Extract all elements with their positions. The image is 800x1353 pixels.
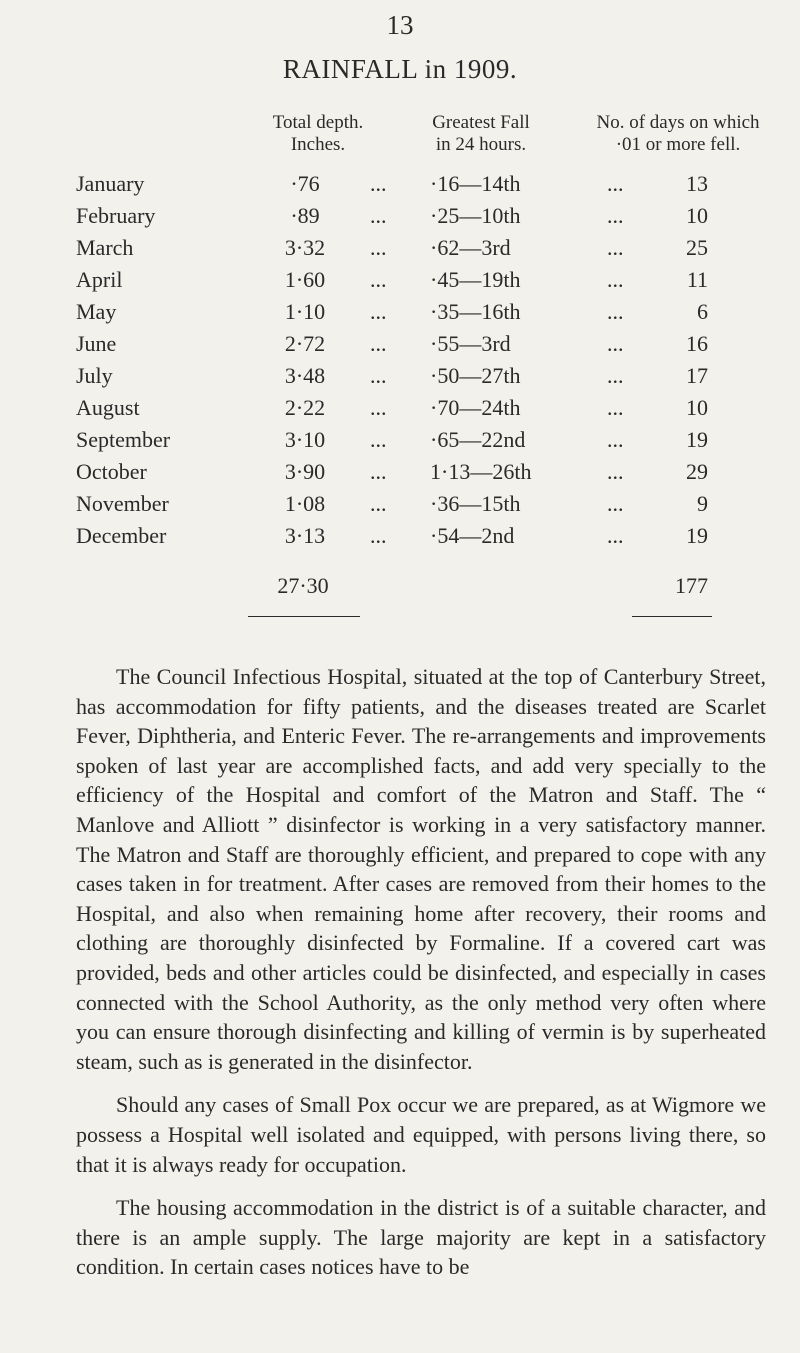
rainfall-table	[0, 171, 800, 555]
table-row	[0, 331, 800, 363]
total-days: 177	[675, 573, 708, 598]
depth-cell: 3·13	[284, 523, 326, 548]
greatest-fall-cell: ·35—16th	[430, 299, 521, 324]
days-cell: 25	[686, 235, 708, 260]
page-title: RAINFALL in 1909.	[282, 54, 518, 84]
leader-dots: ...	[607, 331, 624, 356]
month-cell: August	[76, 395, 140, 420]
leader-dots: ...	[370, 395, 387, 420]
leader-dots: ...	[370, 363, 387, 388]
page-number: 13	[386, 10, 414, 40]
month-cell: November	[76, 491, 169, 516]
leader-dots: ...	[607, 363, 624, 388]
leader-dots: ...	[607, 267, 624, 292]
month-cell: June	[76, 331, 117, 356]
table-row	[0, 299, 800, 331]
greatest-fall-cell: ·16—14th	[430, 171, 521, 196]
leader-dots: ...	[607, 395, 624, 420]
table-row	[0, 459, 800, 491]
month-cell: July	[76, 363, 113, 388]
table-row	[0, 523, 800, 555]
leader-dots: ...	[607, 299, 624, 324]
table-row	[0, 427, 800, 459]
leader-dots: ...	[607, 523, 624, 548]
leader-dots: ...	[370, 203, 387, 228]
days-cell: 29	[686, 459, 708, 484]
leader-dots: ...	[370, 171, 387, 196]
month-cell: September	[76, 427, 171, 452]
leader-dots: ...	[607, 203, 624, 228]
month-cell: April	[76, 267, 123, 292]
leader-dots: ...	[607, 459, 624, 484]
leader-dots: ...	[370, 331, 387, 356]
days-cell: 16	[686, 331, 708, 356]
greatest-fall-cell: ·55—3rd	[430, 331, 511, 356]
leader-dots: ...	[370, 459, 387, 484]
month-cell: March	[76, 235, 134, 260]
month-cell: February	[76, 203, 156, 228]
total-depth: 27·30	[277, 573, 329, 598]
depth-cell: 3·90	[284, 459, 326, 484]
greatest-fall-cell: ·62—3rd	[430, 235, 511, 260]
depth-cell: 1·10	[284, 299, 326, 324]
days-cell: 10	[686, 203, 708, 228]
paragraph: The Council Infectious Hospital, situated at the top of Canterbury Street, has accommodation for fifty patients, and the diseases treated are Scarlet Fever, Diphtheria, and Enteric Fever. The re-arrangements and improvements spoken of last year are accomplished facts, and add very specially to the efficiency of the Hospital and comfort of the Matron and Staff. The “ Manlove and Alliott ” disinfector is working in a very satisfactory manner. The Matron and Staff are thoroughly efficient, and prepared to cope with any cases taken in for treatment. After cases are removed from their homes to the Hospital, and also when remaining home after recovery, their rooms and clothing are thoroughly disinfected by Formaline. If a covered cart was provided, beds and other articles could be disinfected, and especially in cases connected with the School Authority, as the only method very often where you can ensure thorough disinfecting and killing of vermin is by superheated steam, such as is generated in the disinfector.	[76, 664, 766, 1074]
greatest-fall-cell: ·70—24th	[430, 395, 521, 420]
leader-dots: ...	[370, 235, 387, 260]
days-cell: 13	[686, 171, 708, 196]
depth-cell: 1·08	[284, 491, 326, 516]
paragraph: The housing accommodation in the district is of a suitable character, and there is an ample supply. The large majority are kept in a satisfactory condition. In certain cases notices have to be	[76, 1195, 766, 1280]
table-row	[0, 203, 800, 235]
column-header-line: ·01 or more fell.	[615, 134, 741, 155]
depth-cell: ·76	[290, 171, 320, 196]
greatest-fall-cell: 1·13—26th	[430, 459, 532, 484]
table-row	[0, 395, 800, 427]
column-header-total-depth	[228, 112, 408, 156]
depth-cell: 3·48	[284, 363, 326, 388]
greatest-fall-cell: ·50—27th	[430, 363, 521, 388]
column-header-line: in 24 hours.	[435, 134, 527, 155]
depth-cell: ·89	[290, 203, 320, 228]
month-cell: December	[76, 523, 167, 548]
days-cell: 17	[686, 363, 708, 388]
depth-cell: 1·60	[284, 267, 326, 292]
month-cell: January	[76, 171, 145, 196]
leader-dots: ...	[607, 491, 624, 516]
table-row	[0, 491, 800, 523]
month-cell: October	[76, 459, 147, 484]
column-header-line: Total depth.	[272, 112, 364, 133]
column-header-greatest-fall	[396, 112, 566, 156]
days-cell: 9	[697, 491, 708, 516]
days-cell: 10	[686, 395, 708, 420]
depth-cell: 3·10	[284, 427, 326, 452]
column-header-line: Greatest Fall	[432, 112, 530, 133]
table-row	[0, 235, 800, 267]
days-cell: 19	[686, 427, 708, 452]
table-row	[0, 363, 800, 395]
month-cell: May	[76, 299, 117, 324]
greatest-fall-cell: ·65—22nd	[430, 427, 526, 452]
leader-dots: ...	[607, 171, 624, 196]
greatest-fall-cell: ·36—15th	[430, 491, 521, 516]
total-rule	[632, 616, 712, 617]
leader-dots: ...	[370, 523, 387, 548]
leader-dots: ...	[370, 267, 387, 292]
leader-dots: ...	[370, 299, 387, 324]
greatest-fall-cell: ·54—2nd	[430, 523, 515, 548]
leader-dots: ...	[607, 427, 624, 452]
total-rule	[248, 616, 360, 617]
column-header-days	[558, 112, 798, 156]
greatest-fall-cell: ·25—10th	[430, 203, 521, 228]
column-header-line: No. of days on which	[596, 112, 760, 133]
body-text	[76, 662, 766, 1296]
days-cell: 11	[686, 267, 708, 292]
leader-dots: ...	[370, 491, 387, 516]
table-row	[0, 171, 800, 203]
leader-dots: ...	[370, 427, 387, 452]
days-cell: 6	[697, 299, 708, 324]
column-header-line: Inches.	[290, 134, 346, 155]
days-cell: 19	[686, 523, 708, 548]
depth-cell: 2·22	[284, 395, 326, 420]
depth-cell: 2·72	[284, 331, 326, 356]
paragraph: Should any cases of Small Pox occur we are prepared, as at Wigmore we possess a Hospital well isolated and equipped, with persons living there, so that it is always ready for occupation.	[76, 1092, 766, 1177]
leader-dots: ...	[607, 235, 624, 260]
table-row	[0, 267, 800, 299]
depth-cell: 3·32	[284, 235, 326, 260]
greatest-fall-cell: ·45—19th	[430, 267, 521, 292]
